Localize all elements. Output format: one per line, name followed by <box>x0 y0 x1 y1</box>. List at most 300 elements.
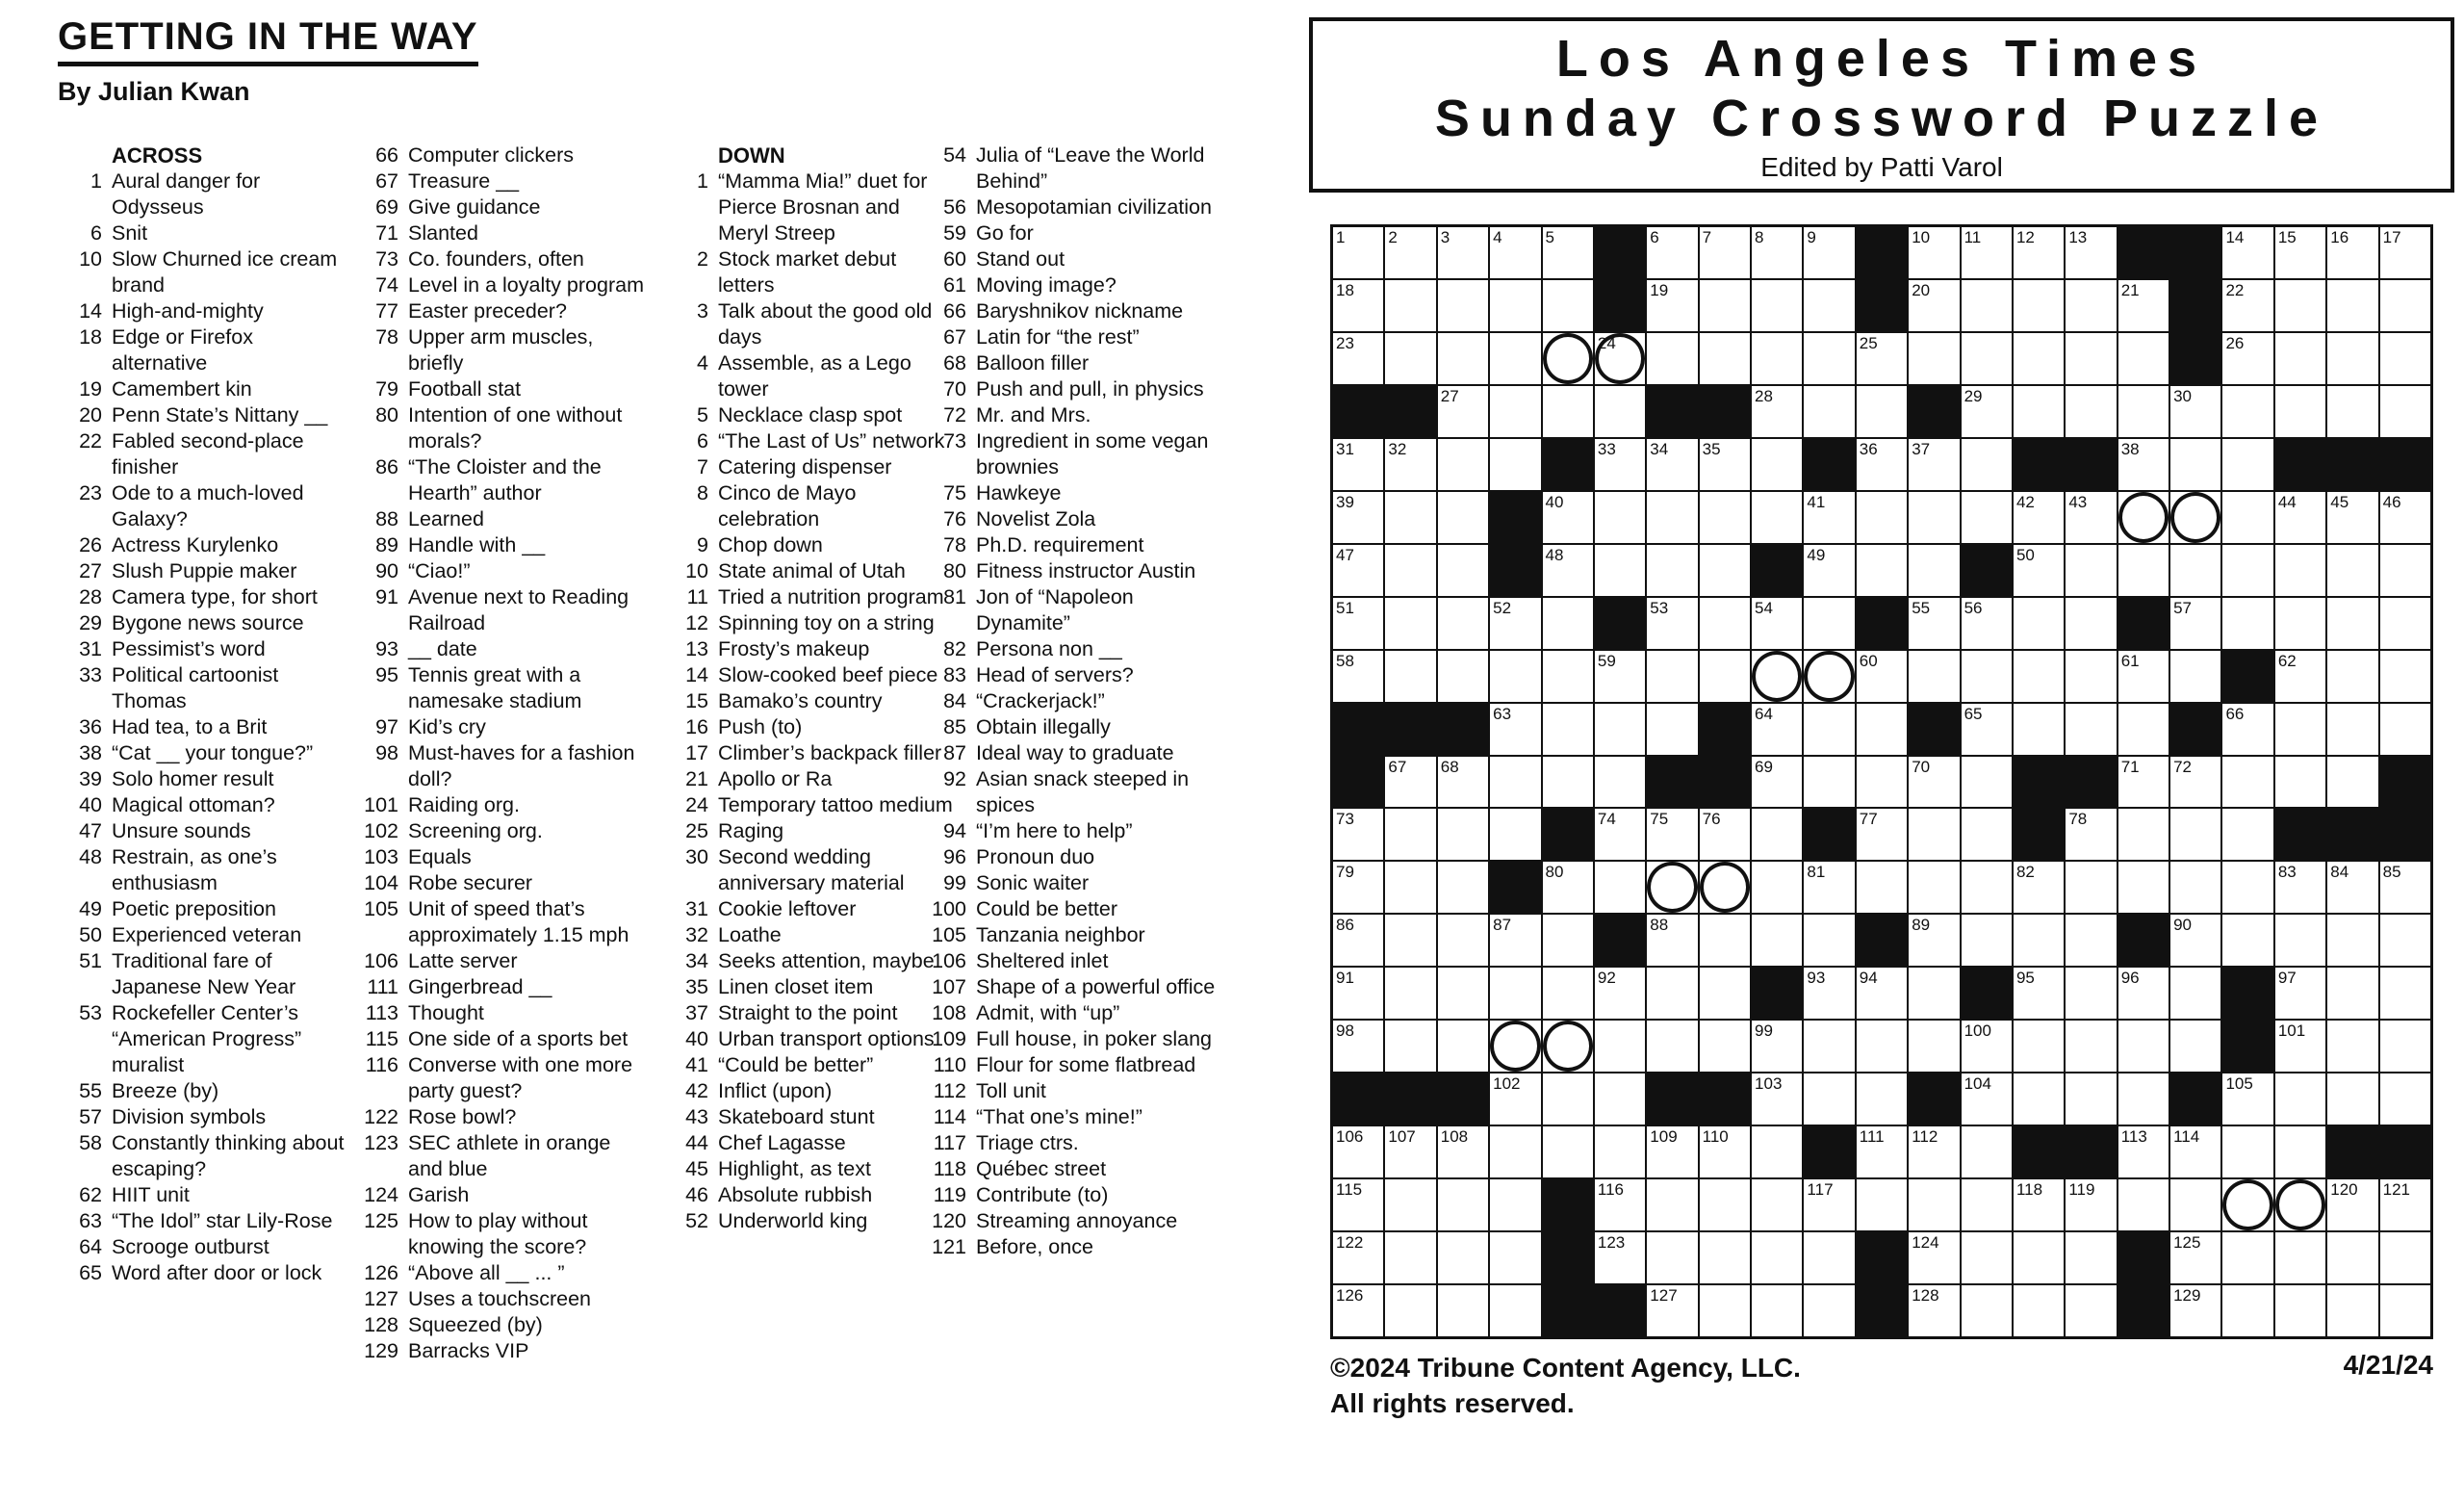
grid-cell[interactable] <box>2170 545 2220 596</box>
grid-cell[interactable] <box>2066 227 2116 278</box>
grid-cell[interactable] <box>2170 1285 2220 1336</box>
grid-cell[interactable] <box>1543 1126 1593 1177</box>
grid-cell[interactable] <box>1909 809 1959 860</box>
grid-cell[interactable] <box>1595 651 1645 702</box>
grid-cell[interactable] <box>1909 598 1959 649</box>
grid-cell[interactable] <box>2327 333 2377 384</box>
grid-cell[interactable] <box>1700 1126 1750 1177</box>
grid-cell[interactable] <box>1595 1232 1645 1283</box>
grid-cell[interactable] <box>1595 386 1645 437</box>
grid-cell[interactable] <box>1909 227 1959 278</box>
grid-cell[interactable] <box>1438 1285 1488 1336</box>
grid-cell[interactable] <box>2275 968 2325 1019</box>
grid-cell[interactable] <box>1543 280 1593 331</box>
grid-cell[interactable] <box>1700 1285 1750 1336</box>
grid-cell[interactable] <box>1752 704 1802 755</box>
grid-cell[interactable] <box>2066 968 2116 1019</box>
grid-cell[interactable] <box>1857 1073 1907 1125</box>
grid-cell[interactable] <box>1962 1126 2012 1177</box>
grid-cell[interactable] <box>2170 1021 2220 1072</box>
grid-cell[interactable] <box>2380 651 2430 702</box>
grid-cell[interactable] <box>1752 915 1802 966</box>
grid-cell[interactable] <box>2170 492 2220 543</box>
grid-cell[interactable] <box>1804 651 1854 702</box>
grid-cell[interactable] <box>1490 757 1540 808</box>
grid-cell[interactable] <box>1857 439 1907 490</box>
grid-cell[interactable] <box>1857 545 1907 596</box>
grid-cell[interactable] <box>1752 1021 1802 1072</box>
grid-cell[interactable] <box>2170 1179 2220 1230</box>
grid-cell[interactable] <box>2066 1179 2116 1230</box>
grid-cell[interactable] <box>2222 809 2272 860</box>
grid-cell[interactable] <box>2014 492 2064 543</box>
grid-cell[interactable] <box>2170 757 2220 808</box>
grid-cell[interactable] <box>2118 704 2169 755</box>
grid-cell[interactable] <box>1804 1179 1854 1230</box>
grid-cell[interactable] <box>1595 704 1645 755</box>
grid-cell[interactable] <box>1543 492 1593 543</box>
grid-cell[interactable] <box>1700 492 1750 543</box>
grid-cell[interactable] <box>2170 439 2220 490</box>
grid-cell[interactable] <box>2066 280 2116 331</box>
grid-cell[interactable] <box>2118 1073 2169 1125</box>
grid-cell[interactable] <box>1857 333 1907 384</box>
grid-cell[interactable] <box>1700 280 1750 331</box>
grid-cell[interactable] <box>1909 492 1959 543</box>
grid-cell[interactable] <box>2275 862 2325 913</box>
grid-cell[interactable] <box>1962 915 2012 966</box>
grid-cell[interactable] <box>1804 492 1854 543</box>
grid-cell[interactable] <box>1804 968 1854 1019</box>
grid-cell[interactable] <box>2014 386 2064 437</box>
grid-cell[interactable] <box>2118 1021 2169 1072</box>
grid-cell[interactable] <box>2222 492 2272 543</box>
grid-cell[interactable] <box>1909 439 1959 490</box>
grid-cell[interactable] <box>2380 1073 2430 1125</box>
grid-cell[interactable] <box>1333 1232 1383 1283</box>
grid-cell[interactable] <box>1700 439 1750 490</box>
grid-cell[interactable] <box>2170 386 2220 437</box>
grid-cell[interactable] <box>2014 1285 2064 1336</box>
grid-cell[interactable] <box>1647 651 1697 702</box>
grid-cell[interactable] <box>1752 809 1802 860</box>
grid-cell[interactable] <box>2275 1073 2325 1125</box>
grid-cell[interactable] <box>2222 1232 2272 1283</box>
grid-cell[interactable] <box>1909 757 1959 808</box>
grid-cell[interactable] <box>2014 1232 2064 1283</box>
grid-cell[interactable] <box>1700 333 1750 384</box>
grid-cell[interactable] <box>1490 809 1540 860</box>
grid-cell[interactable] <box>1804 545 1854 596</box>
grid-cell[interactable] <box>1333 1021 1383 1072</box>
grid-cell[interactable] <box>1595 1179 1645 1230</box>
grid-cell[interactable] <box>1647 809 1697 860</box>
grid-cell[interactable] <box>2275 280 2325 331</box>
grid-cell[interactable] <box>2222 862 2272 913</box>
grid-cell[interactable] <box>1647 862 1697 913</box>
grid-cell[interactable] <box>1543 704 1593 755</box>
grid-cell[interactable] <box>2380 1285 2430 1336</box>
grid-cell[interactable] <box>1962 1179 2012 1230</box>
grid-cell[interactable] <box>1962 439 2012 490</box>
grid-cell[interactable] <box>1438 809 1488 860</box>
grid-cell[interactable] <box>2118 651 2169 702</box>
grid-cell[interactable] <box>1804 280 1854 331</box>
grid-cell[interactable] <box>1909 1021 1959 1072</box>
grid-cell[interactable] <box>1438 862 1488 913</box>
grid-cell[interactable] <box>1909 1285 1959 1336</box>
grid-cell[interactable] <box>2327 704 2377 755</box>
grid-cell[interactable] <box>1962 757 2012 808</box>
grid-cell[interactable] <box>1700 1179 1750 1230</box>
grid-cell[interactable] <box>1700 651 1750 702</box>
grid-cell[interactable] <box>1438 968 1488 1019</box>
grid-cell[interactable] <box>2066 862 2116 913</box>
grid-cell[interactable] <box>1804 862 1854 913</box>
grid-cell[interactable] <box>1909 1179 1959 1230</box>
grid-cell[interactable] <box>2014 545 2064 596</box>
grid-cell[interactable] <box>1333 492 1383 543</box>
grid-cell[interactable] <box>2014 915 2064 966</box>
grid-cell[interactable] <box>2275 545 2325 596</box>
grid-cell[interactable] <box>1490 227 1540 278</box>
grid-cell[interactable] <box>1647 280 1697 331</box>
grid-cell[interactable] <box>1595 1126 1645 1177</box>
grid-cell[interactable] <box>1700 968 1750 1019</box>
grid-cell[interactable] <box>2327 915 2377 966</box>
grid-cell[interactable] <box>2327 545 2377 596</box>
grid-cell[interactable] <box>1752 333 1802 384</box>
grid-cell[interactable] <box>1543 757 1593 808</box>
grid-cell[interactable] <box>2118 1179 2169 1230</box>
grid-cell[interactable] <box>1804 333 1854 384</box>
grid-cell[interactable] <box>1333 1126 1383 1177</box>
grid-cell[interactable] <box>1752 1073 1802 1125</box>
grid-cell[interactable] <box>1385 809 1435 860</box>
grid-cell[interactable] <box>2118 809 2169 860</box>
grid-cell[interactable] <box>1909 545 1959 596</box>
grid-cell[interactable] <box>1804 757 1854 808</box>
grid-cell[interactable] <box>2066 333 2116 384</box>
grid-cell[interactable] <box>1962 1285 2012 1336</box>
grid-cell[interactable] <box>2380 598 2430 649</box>
grid-cell[interactable] <box>1962 1021 2012 1072</box>
grid-cell[interactable] <box>2066 704 2116 755</box>
grid-cell[interactable] <box>1752 862 1802 913</box>
grid-cell[interactable] <box>2380 1179 2430 1230</box>
grid-cell[interactable] <box>1647 439 1697 490</box>
grid-cell[interactable] <box>1490 1285 1540 1336</box>
grid-cell[interactable] <box>1333 545 1383 596</box>
grid-cell[interactable] <box>1543 915 1593 966</box>
grid-cell[interactable] <box>1543 1073 1593 1125</box>
grid-cell[interactable] <box>1333 280 1383 331</box>
grid-cell[interactable] <box>2380 333 2430 384</box>
grid-cell[interactable] <box>1857 1126 1907 1177</box>
grid-cell[interactable] <box>2066 598 2116 649</box>
grid-cell[interactable] <box>1490 651 1540 702</box>
grid-cell[interactable] <box>1804 386 1854 437</box>
grid-cell[interactable] <box>2014 227 2064 278</box>
grid-cell[interactable] <box>2222 333 2272 384</box>
grid-cell[interactable] <box>2327 1021 2377 1072</box>
grid-cell[interactable] <box>1385 492 1435 543</box>
grid-cell[interactable] <box>1909 968 1959 1019</box>
grid-cell[interactable] <box>2222 545 2272 596</box>
grid-cell[interactable] <box>2014 651 2064 702</box>
grid-cell[interactable] <box>1385 227 1435 278</box>
grid-cell[interactable] <box>1385 439 1435 490</box>
grid-cell[interactable] <box>1438 1021 1488 1072</box>
grid-cell[interactable] <box>2275 915 2325 966</box>
grid-cell[interactable] <box>2118 386 2169 437</box>
grid-cell[interactable] <box>2170 1232 2220 1283</box>
grid-cell[interactable] <box>1962 1073 2012 1125</box>
grid-cell[interactable] <box>1647 545 1697 596</box>
grid-cell[interactable] <box>1647 333 1697 384</box>
grid-cell[interactable] <box>2380 386 2430 437</box>
grid-cell[interactable] <box>1700 862 1750 913</box>
grid-cell[interactable] <box>1490 1073 1540 1125</box>
grid-cell[interactable] <box>1333 1179 1383 1230</box>
grid-cell[interactable] <box>2222 757 2272 808</box>
grid-cell[interactable] <box>1857 386 1907 437</box>
grid-cell[interactable] <box>1385 1126 1435 1177</box>
grid-cell[interactable] <box>1962 862 2012 913</box>
grid-cell[interactable] <box>2118 439 2169 490</box>
grid-cell[interactable] <box>1333 333 1383 384</box>
grid-cell[interactable] <box>1490 333 1540 384</box>
grid-cell[interactable] <box>1543 227 1593 278</box>
grid-cell[interactable] <box>2170 598 2220 649</box>
grid-cell[interactable] <box>1909 862 1959 913</box>
grid-cell[interactable] <box>2170 1126 2220 1177</box>
grid-cell[interactable] <box>2380 915 2430 966</box>
grid-cell[interactable] <box>1962 333 2012 384</box>
grid-cell[interactable] <box>1543 386 1593 437</box>
grid-cell[interactable] <box>2118 1126 2169 1177</box>
grid-cell[interactable] <box>2327 1232 2377 1283</box>
grid-cell[interactable] <box>2066 915 2116 966</box>
grid-cell[interactable] <box>2066 651 2116 702</box>
grid-cell[interactable] <box>1752 227 1802 278</box>
grid-cell[interactable] <box>2014 1179 2064 1230</box>
grid-cell[interactable] <box>1647 915 1697 966</box>
grid-cell[interactable] <box>2275 757 2325 808</box>
grid-cell[interactable] <box>2118 757 2169 808</box>
grid-cell[interactable] <box>2275 1126 2325 1177</box>
grid-cell[interactable] <box>2222 1073 2272 1125</box>
grid-cell[interactable] <box>2066 386 2116 437</box>
grid-cell[interactable] <box>1438 1126 1488 1177</box>
grid-cell[interactable] <box>2170 809 2220 860</box>
grid-cell[interactable] <box>1438 1232 1488 1283</box>
grid-cell[interactable] <box>1385 757 1435 808</box>
grid-cell[interactable] <box>1647 1126 1697 1177</box>
grid-cell[interactable] <box>1385 1232 1435 1283</box>
grid-cell[interactable] <box>2380 1232 2430 1283</box>
grid-cell[interactable] <box>1804 1285 1854 1336</box>
grid-cell[interactable] <box>2380 280 2430 331</box>
grid-cell[interactable] <box>2380 545 2430 596</box>
grid-cell[interactable] <box>1962 280 2012 331</box>
grid-cell[interactable] <box>1333 227 1383 278</box>
grid-cell[interactable] <box>2014 704 2064 755</box>
grid-cell[interactable] <box>2014 280 2064 331</box>
grid-cell[interactable] <box>1490 704 1540 755</box>
grid-cell[interactable] <box>2014 1073 2064 1125</box>
grid-cell[interactable] <box>1438 227 1488 278</box>
grid-cell[interactable] <box>2275 704 2325 755</box>
grid-cell[interactable] <box>2275 227 2325 278</box>
grid-cell[interactable] <box>1857 492 1907 543</box>
grid-cell[interactable] <box>1752 757 1802 808</box>
grid-cell[interactable] <box>1333 598 1383 649</box>
grid-cell[interactable] <box>1595 333 1645 384</box>
grid-cell[interactable] <box>1490 386 1540 437</box>
grid-cell[interactable] <box>2327 386 2377 437</box>
grid-cell[interactable] <box>2327 227 2377 278</box>
grid-cell[interactable] <box>1700 915 1750 966</box>
grid-cell[interactable] <box>1857 809 1907 860</box>
grid-cell[interactable] <box>1857 704 1907 755</box>
grid-cell[interactable] <box>1490 1179 1540 1230</box>
grid-cell[interactable] <box>1438 651 1488 702</box>
grid-cell[interactable] <box>1752 1285 1802 1336</box>
grid-cell[interactable] <box>1857 651 1907 702</box>
grid-cell[interactable] <box>1333 862 1383 913</box>
grid-cell[interactable] <box>1962 651 2012 702</box>
grid-cell[interactable] <box>2170 651 2220 702</box>
grid-cell[interactable] <box>1490 280 1540 331</box>
grid-cell[interactable] <box>2222 1179 2272 1230</box>
grid-cell[interactable] <box>2222 227 2272 278</box>
grid-cell[interactable] <box>1647 492 1697 543</box>
grid-cell[interactable] <box>1490 598 1540 649</box>
grid-cell[interactable] <box>2380 227 2430 278</box>
grid-cell[interactable] <box>1962 809 2012 860</box>
grid-cell[interactable] <box>2380 704 2430 755</box>
grid-cell[interactable] <box>1857 1179 1907 1230</box>
grid-cell[interactable] <box>1962 386 2012 437</box>
grid-cell[interactable] <box>2275 1285 2325 1336</box>
grid-cell[interactable] <box>1438 280 1488 331</box>
grid-cell[interactable] <box>2066 545 2116 596</box>
grid-cell[interactable] <box>1385 651 1435 702</box>
grid-cell[interactable] <box>2275 333 2325 384</box>
grid-cell[interactable] <box>1595 545 1645 596</box>
grid-cell[interactable] <box>2222 1285 2272 1336</box>
grid-cell[interactable] <box>2066 1285 2116 1336</box>
grid-cell[interactable] <box>2327 757 2377 808</box>
grid-cell[interactable] <box>1543 862 1593 913</box>
grid-cell[interactable] <box>2222 704 2272 755</box>
grid-cell[interactable] <box>2066 1232 2116 1283</box>
grid-cell[interactable] <box>2327 651 2377 702</box>
grid-cell[interactable] <box>2014 598 2064 649</box>
grid-cell[interactable] <box>1647 598 1697 649</box>
grid-cell[interactable] <box>1962 598 2012 649</box>
grid-cell[interactable] <box>1438 545 1488 596</box>
grid-cell[interactable] <box>1595 968 1645 1019</box>
grid-cell[interactable] <box>1647 227 1697 278</box>
grid-cell[interactable] <box>1804 1073 1854 1125</box>
grid-cell[interactable] <box>1490 1232 1540 1283</box>
grid-cell[interactable] <box>2066 809 2116 860</box>
grid-cell[interactable] <box>1804 704 1854 755</box>
grid-cell[interactable] <box>1752 598 1802 649</box>
grid-cell[interactable] <box>2327 492 2377 543</box>
grid-cell[interactable] <box>2275 1021 2325 1072</box>
grid-cell[interactable] <box>2222 1126 2272 1177</box>
grid-cell[interactable] <box>2327 1179 2377 1230</box>
grid-cell[interactable] <box>2170 862 2220 913</box>
grid-cell[interactable] <box>1700 1021 1750 1072</box>
grid-cell[interactable] <box>1752 280 1802 331</box>
grid-cell[interactable] <box>1438 1179 1488 1230</box>
grid-cell[interactable] <box>1385 915 1435 966</box>
grid-cell[interactable] <box>1752 386 1802 437</box>
grid-cell[interactable] <box>1962 227 2012 278</box>
grid-cell[interactable] <box>1595 1021 1645 1072</box>
grid-cell[interactable] <box>1385 1179 1435 1230</box>
grid-cell[interactable] <box>2170 915 2220 966</box>
grid-cell[interactable] <box>1909 1126 1959 1177</box>
grid-cell[interactable] <box>1385 598 1435 649</box>
grid-cell[interactable] <box>1490 915 1540 966</box>
grid-cell[interactable] <box>1595 757 1645 808</box>
grid-cell[interactable] <box>2275 1179 2325 1230</box>
grid-cell[interactable] <box>2222 915 2272 966</box>
grid-cell[interactable] <box>1804 227 1854 278</box>
grid-cell[interactable] <box>1595 492 1645 543</box>
grid-cell[interactable] <box>1647 1021 1697 1072</box>
grid-cell[interactable] <box>1543 651 1593 702</box>
grid-cell[interactable] <box>2380 968 2430 1019</box>
grid-cell[interactable] <box>1438 757 1488 808</box>
grid-cell[interactable] <box>2275 386 2325 437</box>
grid-cell[interactable] <box>1857 968 1907 1019</box>
grid-cell[interactable] <box>1962 1232 2012 1283</box>
grid-cell[interactable] <box>2118 968 2169 1019</box>
grid-cell[interactable] <box>2118 280 2169 331</box>
grid-cell[interactable] <box>1385 1021 1435 1072</box>
grid-cell[interactable] <box>2014 333 2064 384</box>
grid-cell[interactable] <box>1700 598 1750 649</box>
grid-cell[interactable] <box>2275 1232 2325 1283</box>
grid-cell[interactable] <box>1333 439 1383 490</box>
grid-cell[interactable] <box>2118 492 2169 543</box>
grid-cell[interactable] <box>2275 492 2325 543</box>
grid-cell[interactable] <box>2327 862 2377 913</box>
grid-cell[interactable] <box>1543 1021 1593 1072</box>
grid-cell[interactable] <box>2380 492 2430 543</box>
grid-cell[interactable] <box>2380 1021 2430 1072</box>
grid-cell[interactable] <box>1543 598 1593 649</box>
grid-cell[interactable] <box>1857 757 1907 808</box>
grid-cell[interactable] <box>1490 1126 1540 1177</box>
grid-cell[interactable] <box>1333 915 1383 966</box>
grid-cell[interactable] <box>2222 439 2272 490</box>
grid-cell[interactable] <box>1909 280 1959 331</box>
grid-cell[interactable] <box>2222 598 2272 649</box>
grid-cell[interactable] <box>1752 492 1802 543</box>
grid-cell[interactable] <box>1595 439 1645 490</box>
grid-cell[interactable] <box>1804 1232 1854 1283</box>
grid-cell[interactable] <box>1333 651 1383 702</box>
grid-cell[interactable] <box>1962 492 2012 543</box>
grid-cell[interactable] <box>2118 545 2169 596</box>
